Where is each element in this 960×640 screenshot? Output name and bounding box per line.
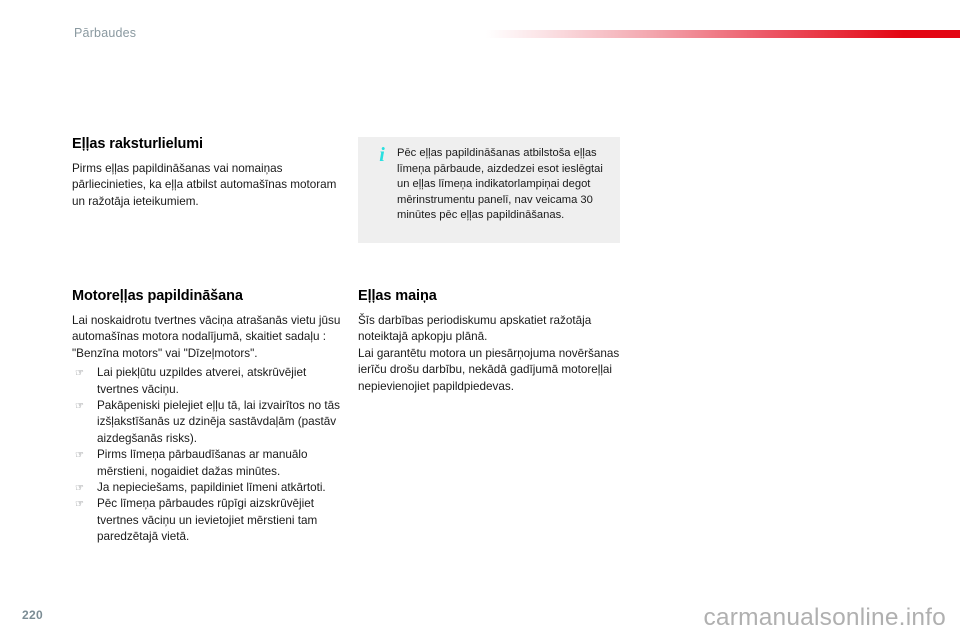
oil-change-paragraph-1: Šīs darbības periodiskumu apskatiet ražotāja noteiktajā apkopju plānā. [358, 314, 592, 344]
oil-change-heading: Eļļas maiņa [358, 288, 437, 304]
oil-change-paragraph-2: Lai garantētu motora un piesārņojuma novēršanas ierīču drošu darbību, nekādā gadījumā motoreļļai nepievienojiet papildpiedevas. [358, 346, 620, 393]
list-item-label: Ja nepieciešams, papildiniet līmeni atkārtoti. [97, 481, 326, 495]
oil-topup-heading: Motoreļļas papildināšana [72, 288, 243, 304]
pointing-hand-icon: ☞ [75, 368, 84, 380]
info-callout-box [358, 137, 620, 243]
pointing-hand-icon: ☞ [75, 450, 84, 462]
oil-change-body [358, 313, 622, 395]
pointing-hand-icon: ☞ [75, 499, 84, 511]
info-callout-text: Pēc eļļas papildināšanas atbilstoša eļļas līmeņa pārbaude, aizdedzei esot ieslēgtai un eļļas līmeņa indikatorlampiņai degot mērinstrumentu panelī, nav veicama 30 minūtes pēc eļļas papildināšanas. [397, 147, 603, 222]
oil-specifications-heading: Eļļas raksturlielumi [72, 136, 203, 152]
watermark: carmanualsonline.info [703, 604, 946, 631]
section-oil-change [358, 288, 622, 395]
page-number: 220 [22, 608, 43, 622]
oil-topup-body: Lai noskaidrotu tvertnes vāciņa atrašanās vietu jūsu automašīnas motora nodalījumā, skaitiet sadaļu : "Benzīna motors" vai "Dīzeļmotors". [72, 314, 341, 360]
list-item [72, 447, 350, 480]
list-item [72, 398, 350, 447]
section-oil-specifications [72, 136, 344, 210]
pointing-hand-icon: ☞ [75, 483, 84, 495]
list-item-label: Pakāpeniski pielejiet eļļu tā, lai izvairītos no tās izšļakstīšanās uz dzinēja sastāvdaļām (pastāv aizdegšanās risks). [97, 399, 340, 445]
list-item [72, 480, 350, 496]
oil-specifications-body: Pirms eļļas papildināšanas vai nomaiņas pārliecinieties, ka eļļa atbilst automašīnas motoram un ražotāja ieteikumiem. [72, 162, 337, 208]
section-oil-topup [72, 288, 350, 546]
oil-topup-step-list [72, 365, 350, 545]
pointing-hand-icon: ☞ [75, 401, 84, 413]
list-item [72, 496, 350, 545]
list-item-label: Pirms līmeņa pārbaudīšanas ar manuālo mērstieni, nogaidiet dažas minūtes. [97, 448, 308, 478]
info-icon: i [379, 144, 385, 166]
list-item [72, 365, 350, 398]
list-item-label: Lai piekļūtu uzpildes atverei, atskrūvējiet tvertnes vāciņu. [97, 366, 307, 396]
chapter-title: Pārbaudes [74, 26, 137, 40]
list-item-label: Pēc līmeņa pārbaudes rūpīgi aizskrūvējiet tvertnes vāciņu un ievietojiet mērstieni tam paredzētajā vietā. [97, 497, 318, 544]
